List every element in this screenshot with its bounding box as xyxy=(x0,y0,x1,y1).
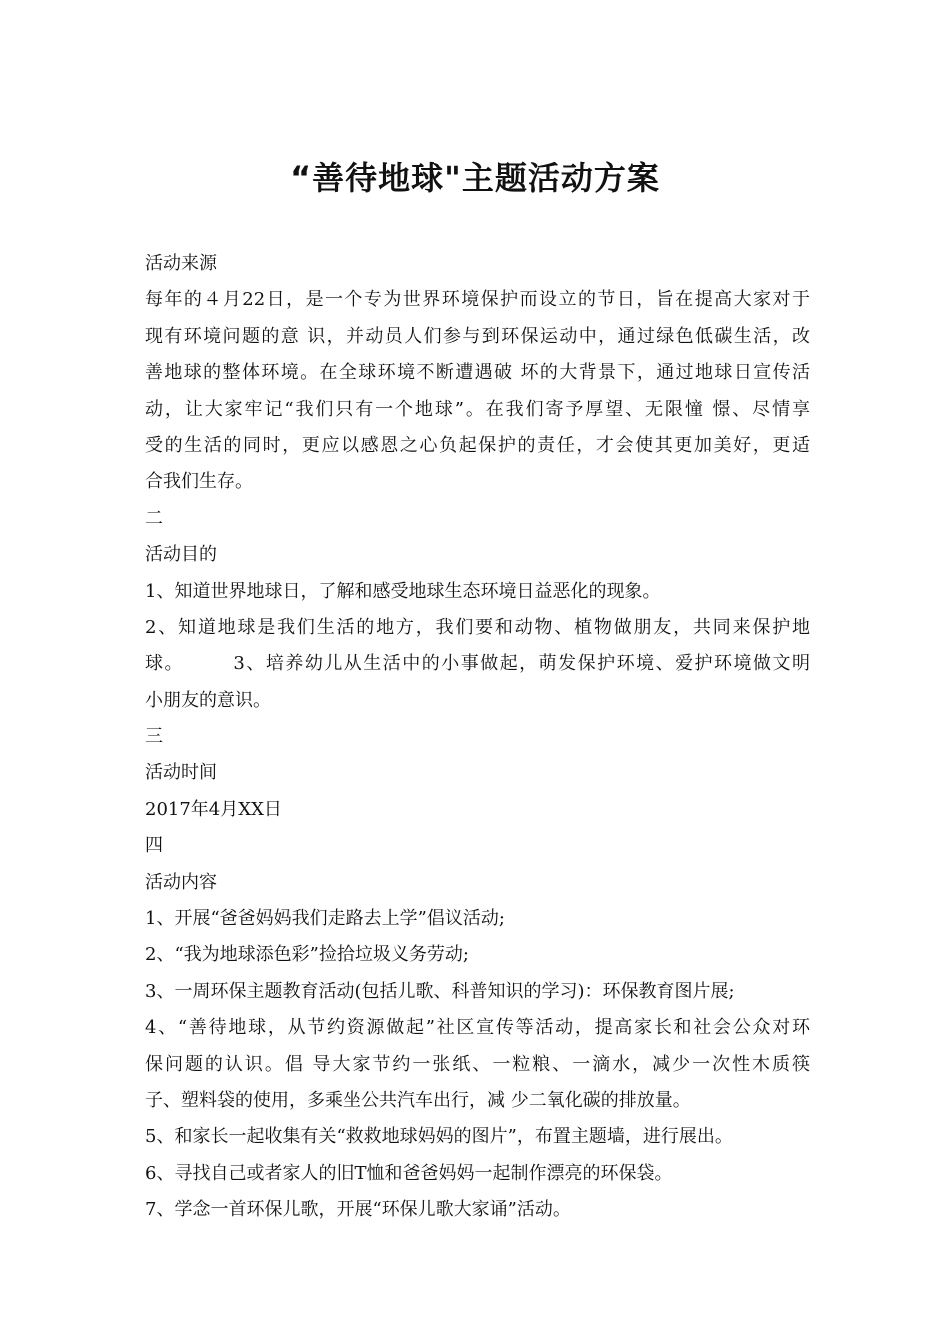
paragraph-line: 受的生活的同时，更应以感恩之心负起保护的责任，才会使其更加美好，更适 xyxy=(145,434,810,456)
section-number: 四 xyxy=(145,835,163,857)
paragraph-line: 现有环境问题的意 识，并动员人们参与到环保运动中，通过绿色低碳生活，改 xyxy=(145,325,810,347)
list-item: 5、和家长一起收集有关“救救地球妈妈的图片”，布置主题墙，进行展出。 xyxy=(145,1126,733,1148)
list-item: 保问题的认识。倡 导大家节约一张纸、一粒粮、一滴水，减少一次性木质筷 xyxy=(145,1053,810,1075)
list-item: 小朋友的意识。 xyxy=(145,689,271,711)
list-item: 1、知道世界地球日，了解和感受地球生态环境日益恶化的现象。 xyxy=(145,580,661,602)
section-heading-purpose: 活动目的 xyxy=(145,544,217,566)
paragraph-line: 动，让大家牢记“我们只有一个地球”。在我们寄予厚望、无限憧 憬、尽情享 xyxy=(145,398,810,420)
section-heading-time: 活动时间 xyxy=(145,762,217,784)
list-item: 1、开展“爸爸妈妈我们走路去上学”倡议活动; xyxy=(145,908,505,930)
section-heading-content: 活动内容 xyxy=(145,871,217,893)
list-item: 3、一周环保主题教育活动(包括儿歌、科普知识的学习)：环保教育图片展; xyxy=(145,980,735,1002)
list-item: 4、“善待地球，从节约资源做起”社区宣传等活动，提高家长和社会公众对环 xyxy=(145,1017,810,1039)
document-body xyxy=(145,246,810,1229)
list-item: 6、寻找自己或者家人的旧T恤和爸爸妈妈一起制作漂亮的环保袋。 xyxy=(145,1162,673,1184)
list-item: 球。 3、培养幼儿从生活中的小事做起，萌发保护环境、爱护环境做文明 xyxy=(145,653,810,675)
paragraph-line: 合我们生存。 xyxy=(145,471,253,493)
section-number: 二 xyxy=(145,507,163,529)
activity-date: 2017年4月XX日 xyxy=(145,798,282,820)
section-heading-source: 活动来源 xyxy=(145,253,217,274)
section-number: 三 xyxy=(145,726,163,748)
list-item: 子、塑料袋的使用，多乘坐公共汽车出行，减 少二氧化碳的排放量。 xyxy=(145,1089,691,1111)
paragraph-line: 每年的４月22日，是一个专为世界环境保护而设立的节日，旨在提高大家对于 xyxy=(145,289,810,311)
list-item: 2、知道地球是我们生活的地方，我们要和动物、植物做朋友，共同来保护地 xyxy=(145,616,810,638)
list-item: 2、“我为地球添色彩”捡拾垃圾义务劳动; xyxy=(145,944,469,966)
paragraph-line: 善地球的整体环境。在全球环境不断遭遇破 坏的大背景下，通过地球日宣传活 xyxy=(145,362,810,384)
list-item: 7、学念一首环保儿歌，开展“环保儿歌大家诵”活动。 xyxy=(145,1199,571,1221)
document-title: “善待地球"主题活动方案 xyxy=(290,159,660,197)
